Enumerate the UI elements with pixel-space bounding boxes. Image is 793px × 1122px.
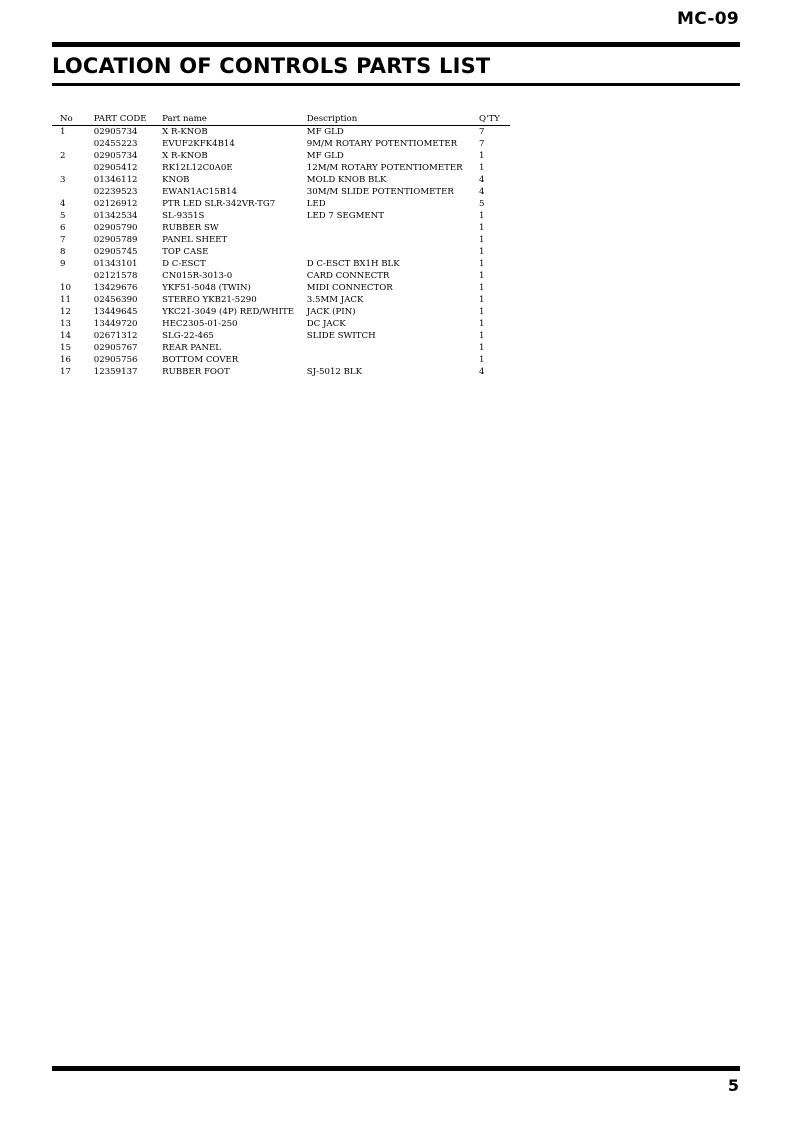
cell-part-name: PANEL SHEET: [162, 235, 228, 245]
cell-no: 6: [60, 223, 66, 233]
cell-part-code: 02239523: [93, 187, 138, 197]
cell-part-name: SL-9351S: [162, 211, 205, 221]
cell-part-name: RUBBER SW: [162, 223, 219, 233]
cell-part-name: CN015R-3013-0: [162, 271, 233, 281]
parts-table-header: [52, 113, 510, 126]
table-row: [52, 366, 510, 378]
cell-part-code: 02126912: [93, 199, 138, 209]
title-rule: [52, 83, 740, 86]
cell-description: JACK (PIN): [306, 307, 356, 317]
cell-description: CARD CONNECTR: [306, 271, 390, 281]
cell-part-name: RUBBER FOOT: [162, 367, 230, 377]
cell-part-code: 02455223: [93, 139, 138, 149]
cell-no: [52, 138, 94, 150]
cell-no: [52, 162, 94, 174]
page-title: LOCATION OF CONTROLS PARTS LIST: [52, 54, 491, 78]
cell-part-code: 02905767: [93, 343, 138, 353]
cell-part-code: 02905790: [93, 223, 138, 233]
cell-part-code: 02456390: [93, 295, 138, 305]
table-row: [52, 150, 510, 162]
table-row: [52, 282, 510, 294]
cell-part-code: 01343101: [93, 259, 138, 269]
cell-part-code: 02905734: [93, 151, 138, 161]
cell-description: [307, 234, 479, 246]
cell-part-name: HEC2305-01-250: [162, 319, 238, 329]
cell-no: [52, 270, 94, 282]
table-row: [52, 318, 510, 330]
cell-qty: 1: [479, 235, 485, 245]
cell-part-name: SLG-22-465: [162, 331, 214, 341]
table-row: [52, 354, 510, 366]
cell-part-code: 02671312: [93, 331, 138, 341]
cell-no: 7: [60, 235, 66, 245]
cell-part-name: REAR PANEL: [162, 343, 221, 353]
cell-qty: 1: [479, 343, 485, 353]
cell-description: 12M/M ROTARY POTENTIOMETER: [306, 163, 463, 173]
cell-no: 16: [60, 355, 71, 365]
cell-part-name: STEREO YKB21-5290: [162, 295, 257, 305]
cell-description: MOLD KNOB BLK: [306, 175, 387, 185]
table-row: [52, 330, 510, 342]
table-row: [52, 210, 510, 222]
cell-description: [307, 354, 479, 366]
cell-qty: 1: [479, 283, 485, 293]
cell-part-name: X R-KNOB: [162, 151, 208, 161]
column-header-description: Description: [307, 113, 479, 126]
cell-qty: 1: [479, 355, 485, 365]
cell-part-code: 02905734: [93, 127, 138, 137]
cell-qty: 5: [479, 199, 485, 209]
cell-part-name: BOTTOM COVER: [162, 355, 239, 365]
cell-qty: 7: [479, 139, 485, 149]
cell-description: DC JACK: [306, 319, 346, 329]
cell-no: 13: [60, 319, 71, 329]
parts-table-body: [52, 126, 510, 379]
cell-no: [52, 186, 94, 198]
cell-description: LED: [306, 199, 326, 209]
model-code: MC-09: [677, 9, 739, 29]
cell-qty: 1: [479, 319, 485, 329]
cell-description: 30M/M SLIDE POTENTIOMETER: [306, 187, 454, 197]
table-row: [52, 294, 510, 306]
cell-description: SJ-5012 BLK: [306, 367, 363, 377]
cell-description: [307, 342, 479, 354]
cell-no: 12: [60, 307, 71, 317]
cell-qty: 4: [479, 187, 485, 197]
cell-no: 3: [60, 175, 66, 185]
cell-part-name: D C-ESCT: [162, 259, 206, 269]
cell-part-code: 02121578: [93, 271, 138, 281]
table-row: [52, 186, 510, 198]
page-number: 5: [727, 1076, 739, 1095]
table-row: [52, 270, 510, 282]
footer-rule: [52, 1066, 740, 1071]
cell-no: 2: [60, 151, 66, 161]
cell-part-code: 02905756: [93, 355, 138, 365]
table-row: [52, 222, 510, 234]
cell-qty: 1: [479, 223, 485, 233]
cell-part-name: EVUF2KFK4B14: [162, 139, 235, 149]
cell-part-code: 12359137: [93, 367, 138, 377]
cell-description: [307, 246, 479, 258]
cell-qty: 4: [479, 175, 485, 185]
cell-description: 9M/M ROTARY POTENTIOMETER: [306, 139, 458, 149]
cell-part-code: 13449645: [93, 307, 138, 317]
cell-part-name: YKF51-5048 (TWIN): [162, 283, 251, 293]
table-row: [52, 234, 510, 246]
cell-part-code: 02905789: [93, 235, 138, 245]
cell-part-name: PTR LED SLR-342VR-TG7: [162, 199, 276, 209]
cell-no: 17: [60, 367, 71, 377]
column-header-part-code: PART CODE: [94, 113, 162, 126]
table-row: [52, 306, 510, 318]
cell-no: 15: [60, 343, 71, 353]
cell-part-code: 02905745: [93, 247, 138, 257]
table-row: [52, 174, 510, 186]
cell-no: 14: [60, 331, 71, 341]
cell-part-code: 01346112: [93, 175, 138, 185]
cell-description: LED 7 SEGMENT: [306, 211, 384, 221]
cell-part-name: KNOB: [162, 175, 190, 185]
cell-description: SLIDE SWITCH: [306, 331, 376, 341]
cell-qty: 4: [479, 367, 485, 377]
cell-part-name: RK12L12C0A0E: [162, 163, 233, 173]
cell-description: D C-ESCT BX1H BLK: [306, 259, 400, 269]
cell-no: 5: [60, 211, 66, 221]
cell-qty: 1: [479, 211, 485, 221]
cell-qty: 1: [479, 331, 485, 341]
table-row: [52, 246, 510, 258]
cell-description: MIDI CONNECTOR: [306, 283, 393, 293]
table-row: [52, 126, 510, 139]
column-header-no: No: [52, 113, 94, 126]
cell-qty: 1: [479, 271, 485, 281]
cell-no: 10: [60, 283, 71, 293]
cell-qty: 1: [479, 247, 485, 257]
cell-qty: 1: [479, 307, 485, 317]
cell-qty: 1: [479, 259, 485, 269]
table-row: [52, 258, 510, 270]
cell-part-name: X R-KNOB: [162, 127, 208, 137]
cell-qty: 1: [479, 163, 485, 173]
cell-qty: 1: [479, 295, 485, 305]
cell-part-name: TOP CASE: [162, 247, 209, 257]
cell-description: MF GLD: [306, 151, 344, 161]
cell-no: 8: [60, 247, 66, 257]
cell-no: 1: [60, 127, 66, 137]
column-header-part-name: Part name: [162, 113, 307, 126]
table-row: [52, 138, 510, 150]
cell-no: 11: [60, 295, 71, 305]
table-row: [52, 162, 510, 174]
cell-description: MF GLD: [306, 127, 344, 137]
parts-table: [52, 113, 510, 378]
header-row: [52, 113, 510, 126]
column-header-qty: Q'TY: [479, 113, 510, 126]
cell-qty: 7: [479, 127, 485, 137]
cell-no: 9: [60, 259, 66, 269]
table-row: [52, 198, 510, 210]
cell-description: 3.5MM JACK: [306, 295, 364, 305]
cell-part-code: 02905412: [93, 163, 138, 173]
cell-part-code: 01342534: [93, 211, 138, 221]
table-row: [52, 342, 510, 354]
header-rule: [52, 42, 740, 47]
cell-part-code: 13429676: [93, 283, 138, 293]
cell-no: 4: [60, 199, 66, 209]
cell-part-name: EWAN1AC15B14: [162, 187, 237, 197]
cell-description: [307, 222, 479, 234]
cell-part-code: 13449720: [93, 319, 138, 329]
cell-part-name: YKC21-3049 (4P) RED/WHITE: [162, 307, 294, 317]
cell-qty: 1: [479, 151, 485, 161]
